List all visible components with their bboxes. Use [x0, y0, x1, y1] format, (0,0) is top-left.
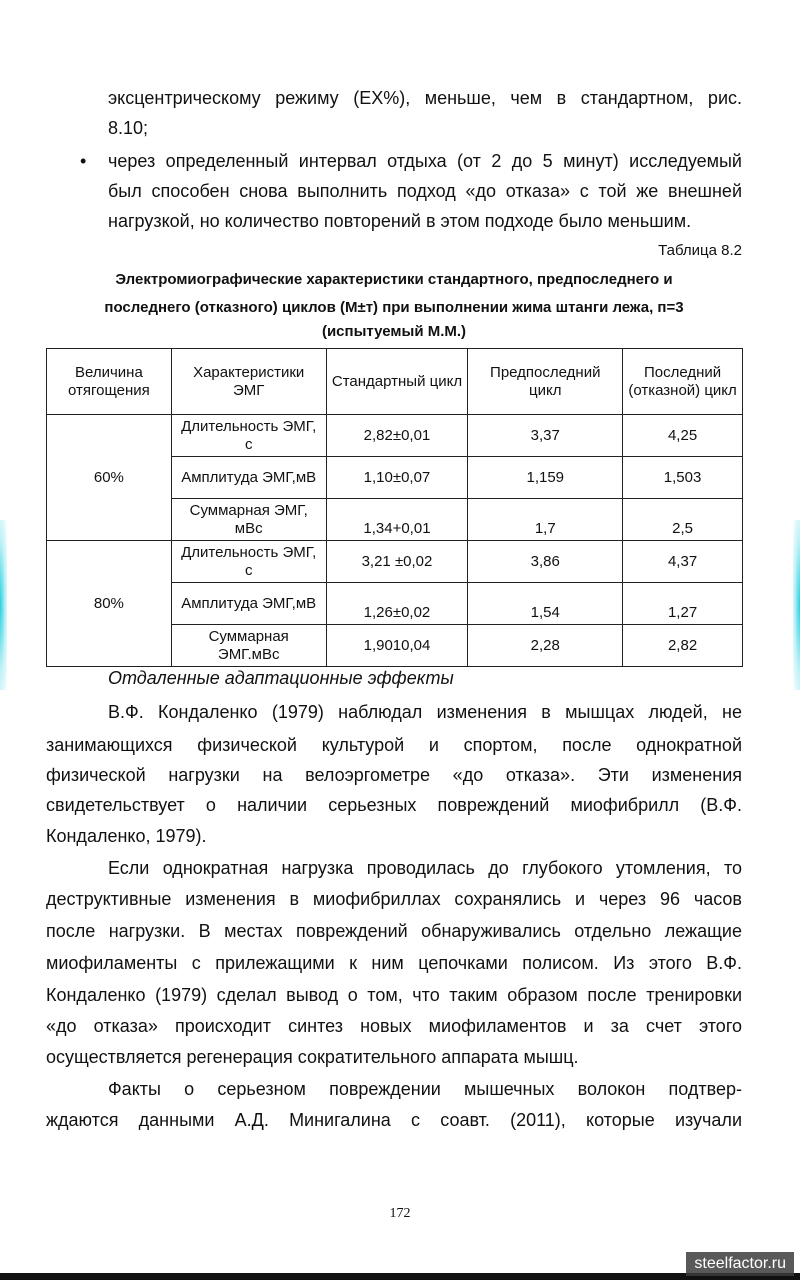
char-cell: Суммарная ЭМГ, мВс	[171, 499, 326, 541]
last-cell: 1,27	[623, 583, 743, 625]
edge-glow-left	[0, 520, 7, 690]
page-number: 172	[389, 1206, 411, 1221]
std-cell: 1,9010,04	[326, 625, 468, 667]
pre-cell: 1,7	[468, 499, 623, 541]
table-header-row	[47, 349, 743, 415]
header-load: Величина отягощения	[47, 349, 172, 415]
para1-line: физической нагрузки на велоэргометре «до отказа». Эти изменения	[46, 765, 742, 785]
pre-cell: 3,37	[468, 415, 623, 457]
pre-cell: 1,159	[468, 457, 623, 499]
std-cell: 2,82±0,01	[326, 415, 468, 457]
table-row	[47, 541, 743, 583]
std-cell: 3,21 ±0,02	[326, 541, 468, 583]
bullet-line: нагрузкой, но количество повторений в этом подходе было меньшим.	[108, 211, 692, 231]
para2-line: после нагрузки. В местах повреждений обнаруживались отдельно лежащие	[46, 921, 742, 941]
bottom-bar	[0, 1273, 800, 1280]
para2-line: Кондаленко (1979) сделал вывод о том, что таким образом после тренировки	[46, 985, 742, 1005]
table-title: последнего (отказного) циклов (М±т) при выполнении жима штанги лежа, п=3	[104, 299, 684, 316]
header-characteristics: Характеристики ЭМГ	[171, 349, 326, 415]
header-penultimate: Предпоследний цикл	[468, 349, 623, 415]
last-cell: 4,37	[623, 541, 743, 583]
watermark: steelfactor.ru	[686, 1252, 794, 1276]
pre-cell: 3,86	[468, 541, 623, 583]
para2-line: Если однократная нагрузка проводилась до глубокого утомления, то	[108, 858, 742, 878]
para3-line: ждаются данными А.Д. Минигалина с соавт. (2011), которые изучали	[46, 1110, 742, 1130]
std-cell: 1,26±0,02	[326, 583, 468, 625]
header-standard: Стандартный цикл	[326, 349, 468, 415]
bullet-line: через определенный интервал отдыха (от 2 до 5 минут) исследуемый	[108, 151, 742, 171]
para2-line: деструктивные изменения в миофибриллах сохранялись и через 96 часов	[46, 889, 742, 909]
para2-line: миофиламенты с прилежащими к ним цепочками полисом. Из этого В.Ф.	[46, 953, 742, 973]
last-cell: 1,503	[623, 457, 743, 499]
para1-line: свидетельствует о наличии серьезных повреждений миофибрилл (В.Ф.	[46, 795, 742, 815]
table-label: Таблица 8.2	[658, 242, 742, 259]
std-cell: 1,10±0,07	[326, 457, 468, 499]
table-row	[47, 415, 743, 457]
std-cell: 1,34+0,01	[326, 499, 468, 541]
bullet-marker: •	[80, 151, 87, 171]
para1-line: занимающихся физической культурой и спортом, после однократной	[46, 735, 742, 755]
char-cell: Длительность ЭМГ, с	[171, 541, 326, 583]
last-cell: 2,82	[623, 625, 743, 667]
para2-line: «до отказа» происходит синтез новых миофиламентов и за счет этого	[46, 1016, 742, 1036]
last-cell: 4,25	[623, 415, 743, 457]
intro-line: 8.10;	[108, 118, 149, 138]
pre-cell: 1,54	[468, 583, 623, 625]
char-cell: Суммарная ЭМГ.мВс	[171, 625, 326, 667]
para3-line: Факты о серьезном повреждении мышечных волокон подтвер-	[108, 1079, 742, 1099]
load-cell: 80%	[47, 541, 172, 667]
intro-line: эксцентрическому режиму (ЕХ%), меньше, чем в стандартном, рис.	[108, 88, 742, 108]
load-cell: 60%	[47, 415, 172, 541]
para1-line: Кондаленко, 1979).	[46, 826, 207, 846]
char-cell: Амплитуда ЭМГ,мВ	[171, 457, 326, 499]
para2-line: осуществляется регенерация сократительного аппарата мышц.	[46, 1047, 579, 1067]
char-cell: Амплитуда ЭМГ,мВ	[171, 583, 326, 625]
pre-cell: 2,28	[468, 625, 623, 667]
char-cell: Длительность ЭМГ, с	[171, 415, 326, 457]
header-last: Последний (отказной) цикл	[623, 349, 743, 415]
emg-table	[46, 348, 743, 667]
last-cell: 2,5	[623, 499, 743, 541]
table-title: (испытуемый М.М.)	[321, 323, 467, 340]
section-subheading: Отдаленные адаптационные эффекты	[108, 668, 454, 688]
bullet-line: был способен снова выполнить подход «до отказа» с той же внешней	[108, 181, 742, 201]
table-title: Электромиографические характеристики стандартного, предпоследнего и	[115, 271, 673, 288]
edge-glow-right	[793, 520, 800, 690]
para1-line: В.Ф. Кондаленко (1979) наблюдал изменения в мышцах людей, не	[108, 702, 742, 722]
